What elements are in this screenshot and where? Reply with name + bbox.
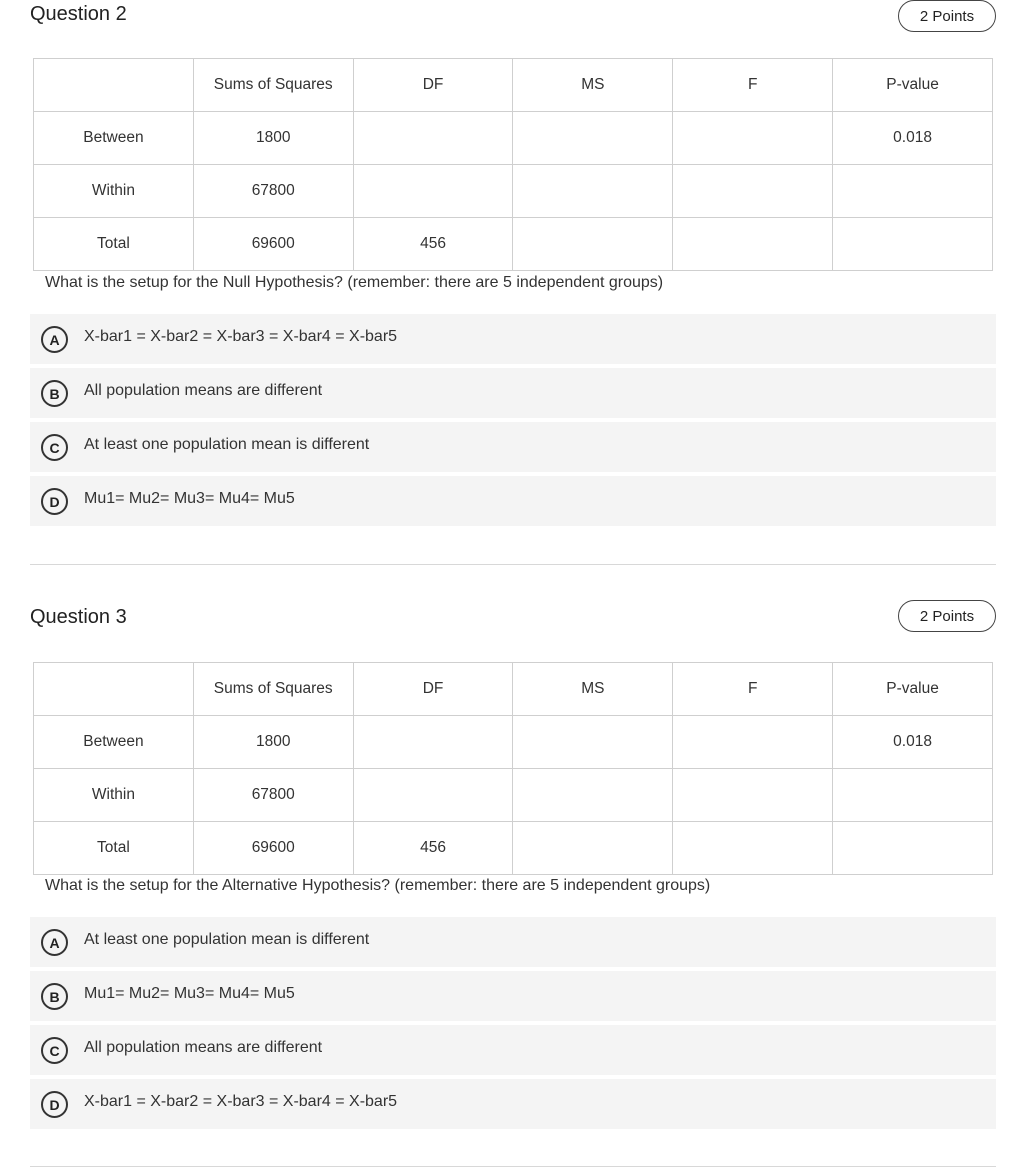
option-text: At least one population mean is different [84,436,370,453]
option-text: All population means are different [84,1039,323,1056]
table-row [34,112,993,165]
option-letter-badge: B [41,380,68,407]
table-header-cell: F [673,59,833,112]
option-text: At least one population mean is different [84,931,370,948]
option-letter-badge: A [41,929,68,956]
table-header-cell: F [673,663,833,716]
table-header-row [34,663,993,716]
option-letter-badge: B [41,983,68,1010]
table-cell [513,769,673,822]
table-cell: 456 [353,218,513,271]
table-cell: 0.018 [833,716,993,769]
table-row [34,165,993,218]
answer-option-d[interactable] [30,476,996,526]
table-cell: Total [34,218,194,271]
table-header-cell: P-value [833,59,993,112]
table-cell [673,822,833,875]
table-header-cell: P-value [833,663,993,716]
table-cell: 456 [353,822,513,875]
table-cell [673,218,833,271]
anova-table [33,662,993,875]
table-row [34,218,993,271]
question-prompt: What is the setup for the Null Hypothesis? (remember: there are 5 independent groups) [45,274,664,291]
anova-table [33,58,993,271]
answer-option-a[interactable] [30,917,996,967]
option-text: X-bar1 = X-bar2 = X-bar3 = X-bar4 = X-bar5 [84,1093,398,1110]
table-cell [673,769,833,822]
table-cell: 67800 [193,769,353,822]
table-row [34,822,993,875]
answer-option-b[interactable] [30,971,996,1021]
table-cell [513,716,673,769]
table-cell [833,165,993,218]
table-row [34,769,993,822]
answer-option-a[interactable] [30,314,996,364]
table-cell [513,165,673,218]
points-badge: 2 Points [898,0,996,32]
question-title: Question 2 [30,3,127,25]
option-letter-badge: D [41,1091,68,1118]
table-cell [833,769,993,822]
option-letter-badge: C [41,434,68,461]
table-cell: Total [34,822,194,875]
table-cell: Between [34,716,194,769]
answer-option-c[interactable] [30,422,996,472]
table-header-cell [34,663,194,716]
table-cell: 69600 [193,822,353,875]
table-cell [353,165,513,218]
section-divider [30,564,996,565]
question-2 [30,0,996,540]
answer-option-c[interactable] [30,1025,996,1075]
option-letter-badge: C [41,1037,68,1064]
table-header-cell: Sums of Squares [193,663,353,716]
answer-option-b[interactable] [30,368,996,418]
table-cell: 1800 [193,716,353,769]
table-cell [673,165,833,218]
table-cell [513,112,673,165]
table-cell: 1800 [193,112,353,165]
option-letter-badge: A [41,326,68,353]
option-text: All population means are different [84,382,323,399]
answer-option-d[interactable] [30,1079,996,1129]
points-badge: 2 Points [898,600,996,632]
question-title: Question 3 [30,606,127,628]
table-header-cell: MS [513,59,673,112]
table-cell: 67800 [193,165,353,218]
table-cell [353,769,513,822]
table-cell [673,716,833,769]
table-row [34,716,993,769]
table-cell: Within [34,769,194,822]
table-cell: 69600 [193,218,353,271]
section-divider [30,1166,996,1167]
table-cell [513,822,673,875]
table-header-cell: MS [513,663,673,716]
table-cell: Within [34,165,194,218]
table-header-cell: DF [353,663,513,716]
question-prompt: What is the setup for the Alternative Hypothesis? (remember: there are 5 independent groups) [45,877,711,894]
table-cell [353,112,513,165]
table-header-cell [34,59,194,112]
option-letter-badge: D [41,488,68,515]
table-cell [353,716,513,769]
table-cell [833,822,993,875]
table-cell [833,218,993,271]
table-cell: Between [34,112,194,165]
table-header-cell: DF [353,59,513,112]
table-header-row [34,59,993,112]
table-cell: 0.018 [833,112,993,165]
option-text: X-bar1 = X-bar2 = X-bar3 = X-bar4 = X-bar5 [84,328,398,345]
table-cell [513,218,673,271]
question-3 [30,600,996,1140]
table-cell [673,112,833,165]
table-header-cell: Sums of Squares [193,59,353,112]
option-text: Mu1= Mu2= Mu3= Mu4= Mu5 [84,985,295,1002]
option-text: Mu1= Mu2= Mu3= Mu4= Mu5 [84,490,295,507]
